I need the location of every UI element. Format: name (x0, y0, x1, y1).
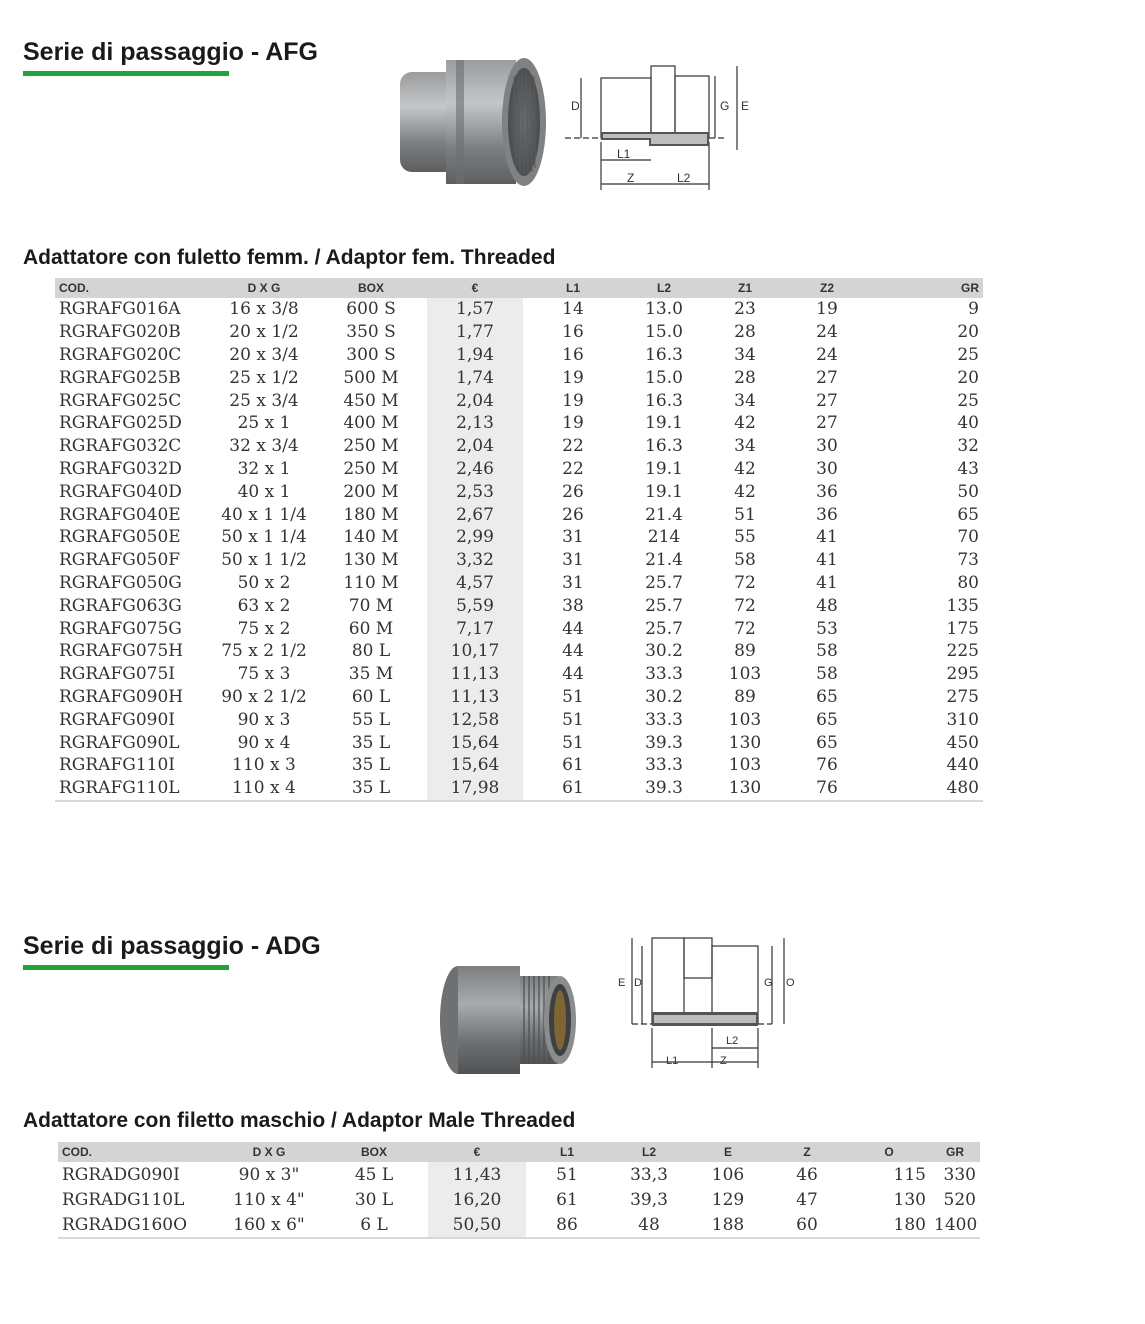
cell-box: 450 M (343, 390, 399, 411)
cell-z1: 103 (728, 709, 762, 730)
cell-l2: 33,3 (630, 1164, 668, 1185)
cell-box: 45 L (354, 1164, 394, 1185)
cell-gr: 32 (957, 436, 979, 457)
cell-l1: 22 (562, 458, 584, 479)
cell-z1: 130 (728, 732, 762, 753)
cell-z2: 65 (816, 732, 838, 753)
cell-code: RGRAFG075H (59, 641, 184, 662)
cell-l2: 16.3 (645, 390, 683, 411)
cell-dxg: 16 x 3/8 (229, 299, 299, 320)
cell-z2: 30 (816, 436, 838, 457)
adg-spec-table (58, 1142, 980, 1239)
cell-z2: 24 (816, 344, 838, 365)
cell-dxg: 40 x 1 1/4 (221, 504, 307, 525)
afg-col-gr: GR (869, 278, 983, 298)
cell-z2: 36 (816, 504, 838, 525)
cell-l2: 13.0 (645, 299, 683, 320)
cell-l1: 86 (526, 1212, 608, 1238)
cell-code: RGRAFG063G (59, 595, 182, 616)
cell-l1: 14 (562, 299, 584, 320)
adg-technical-diagram (612, 930, 802, 1068)
afg-series-title: Serie di passaggio - AFG (23, 38, 318, 66)
cell-gr: 450 (946, 732, 979, 753)
cell-z2: 19 (816, 299, 838, 320)
cell-gr: 480 (869, 777, 983, 801)
cell-dxg: 110 x 3 (232, 755, 296, 776)
cell-gr: 40 (957, 413, 979, 434)
cell-code: RGRAFG090I (59, 709, 175, 730)
afg-col-box: BOX (315, 278, 427, 298)
afg-dim-g: G (720, 99, 730, 113)
cell-gr: 70 (957, 527, 979, 548)
adg-dim-z: Z (720, 1055, 727, 1067)
afg-dim-l1: L1 (617, 147, 631, 161)
cell-l2: 30.2 (645, 686, 683, 707)
cell-l2: 19.1 (645, 413, 683, 434)
adg-table-header (58, 1142, 980, 1162)
cell-code: RGRAFG090L (59, 732, 180, 753)
cell-l1: 31 (562, 550, 584, 571)
adg-col-l2: L2 (608, 1142, 690, 1162)
cell-price: 5,59 (427, 594, 523, 617)
cell-l2: 25.7 (645, 595, 683, 616)
table-row (55, 503, 983, 526)
cell-l1: 51 (562, 732, 584, 753)
cell-l2: 15.0 (645, 322, 683, 343)
cell-price: 1,57 (427, 298, 523, 321)
cell-box: 70 M (348, 595, 394, 616)
cell-price: 10,17 (427, 640, 523, 663)
cell-z1: 55 (734, 527, 756, 548)
cell-box: 500 M (343, 367, 399, 388)
adg-dim-l1: L1 (666, 1055, 679, 1067)
cell-l2: 33.3 (645, 664, 683, 685)
table-row (55, 754, 983, 777)
cell-l2: 39.3 (645, 732, 683, 753)
cell-z1: 58 (734, 550, 756, 571)
cell-gr: 73 (957, 550, 979, 571)
cell-l1: 16 (562, 344, 584, 365)
cell-dxg: 75 x 2 (237, 618, 291, 639)
afg-dim-e: E (741, 99, 750, 113)
table-row (55, 435, 983, 458)
cell-z2: 41 (816, 527, 838, 548)
cell-code: RGRADG110L (62, 1189, 185, 1210)
table-row (55, 708, 983, 731)
afg-table-subtitle: Adattatore con fuletto femm. / Adaptor fem. Threaded (23, 246, 556, 269)
cell-box: 400 M (343, 413, 399, 434)
cell-l1: 44 (562, 664, 584, 685)
cell-box: 250 M (343, 458, 399, 479)
cell-e: 129 (711, 1189, 745, 1210)
cell-gr: 65 (957, 504, 979, 525)
cell-z1: 28 (734, 367, 756, 388)
afg-col-l1: L1 (523, 278, 623, 298)
cell-z2: 48 (816, 595, 838, 616)
cell-z1: 72 (734, 618, 756, 639)
adg-col-e: E (690, 1142, 766, 1162)
cell-l1: 31 (562, 527, 584, 548)
cell-l2: 16.3 (645, 344, 683, 365)
afg-dim-l2: L2 (677, 171, 691, 185)
adg-series-title: Serie di passaggio - ADG (23, 932, 321, 960)
table-row (55, 594, 983, 617)
cell-l2: 214 (647, 527, 681, 548)
cell-box: 80 L (351, 641, 391, 662)
cell-code: RGRAFG040E (59, 504, 181, 525)
table-row (55, 412, 983, 435)
cell-o: 180 (848, 1212, 930, 1238)
adg-col-l1: L1 (526, 1142, 608, 1162)
table-row (55, 366, 983, 389)
cell-gr: 175 (946, 618, 979, 639)
cell-dxg: 90 x 3" (238, 1164, 300, 1185)
cell-box: 140 M (343, 527, 399, 548)
afg-product-image (396, 50, 556, 192)
cell-price: 2,04 (427, 435, 523, 458)
cell-l2: 15.0 (645, 367, 683, 388)
table-row (55, 686, 983, 709)
cell-code: RGRAFG025B (59, 367, 181, 388)
cell-dxg: 160 x 6" (218, 1212, 320, 1238)
cell-dxg: 20 x 3/4 (229, 344, 299, 365)
cell-l1: 19 (562, 390, 584, 411)
cell-box: 60 M (348, 618, 394, 639)
cell-box: 60 L (351, 686, 391, 707)
cell-box: 130 M (343, 550, 399, 571)
cell-dxg: 25 x 1 (237, 413, 291, 434)
cell-code: RGRAFG025C (59, 390, 182, 411)
cell-l1: 26 (562, 504, 584, 525)
adg-dim-g: G (764, 977, 773, 989)
cell-l1: 44 (562, 641, 584, 662)
cell-box: 250 M (343, 436, 399, 457)
cell-gr: 43 (957, 458, 979, 479)
cell-dxg: 32 x 3/4 (229, 436, 299, 457)
cell-l2: 19.1 (645, 481, 683, 502)
cell-gr: 9 (968, 299, 979, 320)
cell-l2: 19.1 (645, 458, 683, 479)
cell-z1: 72 (734, 595, 756, 616)
cell-gr: 25 (957, 390, 979, 411)
cell-price: 50,50 (428, 1212, 526, 1238)
cell-gr: 440 (946, 755, 979, 776)
table-row (55, 617, 983, 640)
cell-gr: 225 (946, 641, 979, 662)
cell-code: RGRADG160O (58, 1212, 218, 1238)
cell-gr: 50 (957, 481, 979, 502)
cell-l1: 16 (562, 322, 584, 343)
table-row (55, 480, 983, 503)
afg-spec-table (55, 278, 983, 802)
cell-z2: 27 (816, 367, 838, 388)
cell-code: RGRAFG075G (59, 618, 182, 639)
cell-price: 11,13 (427, 686, 523, 709)
cell-z1: 34 (734, 436, 756, 457)
table-row (55, 549, 983, 572)
cell-e: 106 (711, 1164, 745, 1185)
table-row (55, 389, 983, 412)
cell-z1: 72 (734, 572, 756, 593)
adg-dim-d: D (634, 977, 642, 989)
afg-col-z1: Z1 (705, 278, 785, 298)
cell-dxg: 32 x 1 (237, 458, 291, 479)
adg-col-price: € (428, 1142, 526, 1162)
cell-l2: 21.4 (645, 504, 683, 525)
cell-dxg: 75 x 3 (237, 664, 291, 685)
cell-l2: 21.4 (645, 550, 683, 571)
cell-z: 47 (796, 1189, 818, 1210)
adg-product-image (438, 962, 580, 1080)
cell-l2: 39,3 (630, 1189, 668, 1210)
cell-code: RGRAFG016A (59, 299, 181, 320)
cell-code: RGRAFG040D (59, 481, 182, 502)
cell-box: 600 S (346, 299, 396, 320)
cell-z2: 65 (816, 709, 838, 730)
afg-technical-diagram (565, 60, 750, 200)
cell-box: 180 M (343, 504, 399, 525)
cell-gr: 275 (946, 686, 979, 707)
cell-price: 1,74 (427, 366, 523, 389)
adg-title-underline (23, 965, 229, 970)
cell-box: 35 L (351, 732, 391, 753)
adg-table-subtitle: Adattatore con filetto maschio / Adaptor Male Threaded (23, 1109, 576, 1132)
adg-dim-o: O (786, 977, 795, 989)
cell-l1: 44 (562, 618, 584, 639)
cell-z2: 27 (816, 413, 838, 434)
cell-z2: 76 (785, 777, 869, 801)
table-row (55, 663, 983, 686)
cell-l1: 51 (562, 686, 584, 707)
cell-z1: 89 (734, 641, 756, 662)
cell-price: 2,53 (427, 480, 523, 503)
cell-dxg: 50 x 2 (237, 572, 291, 593)
cell-dxg: 90 x 4 (237, 732, 291, 753)
cell-price: 17,98 (427, 777, 523, 801)
cell-z: 46 (796, 1164, 818, 1185)
cell-price: 2,99 (427, 526, 523, 549)
afg-col-l2: L2 (623, 278, 705, 298)
cell-price: 1,94 (427, 344, 523, 367)
cell-z1: 34 (734, 344, 756, 365)
cell-z1: 51 (734, 504, 756, 525)
cell-l1: 51 (562, 709, 584, 730)
cell-price: 16,20 (428, 1187, 526, 1212)
adg-col-cod: COD. (58, 1142, 218, 1162)
cell-o: 130 (893, 1189, 926, 1210)
cell-gr: 295 (946, 664, 979, 685)
afg-dim-z: Z (627, 171, 635, 185)
cell-code: RGRAFG032C (59, 436, 182, 457)
cell-l1: 31 (562, 572, 584, 593)
afg-col-price: € (427, 278, 523, 298)
cell-z2: 36 (816, 481, 838, 502)
cell-l2: 30.2 (645, 641, 683, 662)
cell-z2: 53 (816, 618, 838, 639)
cell-dxg: 20 x 1/2 (229, 322, 299, 343)
afg-table-header (55, 278, 983, 298)
cell-code: RGRAFG050F (59, 550, 181, 571)
cell-box: 350 S (346, 322, 396, 343)
cell-code: RGRAFG110I (59, 755, 175, 776)
adg-col-box: BOX (320, 1142, 428, 1162)
cell-dxg: 25 x 1/2 (229, 367, 299, 388)
cell-price: 15,64 (427, 754, 523, 777)
cell-box: 6 L (320, 1212, 428, 1238)
cell-code: RGRAFG050E (59, 527, 181, 548)
adg-dim-e: E (618, 977, 626, 989)
cell-l2: 48 (608, 1212, 690, 1238)
cell-z2: 41 (816, 550, 838, 571)
cell-dxg: 63 x 2 (237, 595, 291, 616)
cell-price: 2,13 (427, 412, 523, 435)
cell-code: RGRADG090I (62, 1164, 180, 1185)
cell-z2: 58 (816, 664, 838, 685)
cell-code: RGRAFG020C (59, 344, 182, 365)
cell-z2: 65 (816, 686, 838, 707)
cell-l1: 22 (562, 436, 584, 457)
afg-col-cod: COD. (55, 278, 213, 298)
cell-l2: 16.3 (645, 436, 683, 457)
cell-gr: 20 (957, 367, 979, 388)
cell-l2: 25.7 (645, 572, 683, 593)
cell-dxg: 50 x 1 1/4 (221, 527, 307, 548)
cell-o: 115 (893, 1164, 926, 1185)
cell-z2: 76 (816, 755, 838, 776)
cell-price: 7,17 (427, 617, 523, 640)
cell-z2: 30 (816, 458, 838, 479)
cell-l1: 61 (562, 755, 584, 776)
cell-box: 110 M (343, 572, 399, 593)
cell-z1: 103 (728, 664, 762, 685)
cell-price: 2,04 (427, 389, 523, 412)
cell-box: 35 L (315, 777, 427, 801)
cell-z2: 27 (816, 390, 838, 411)
afg-title-underline (23, 71, 229, 76)
cell-gr: 80 (957, 572, 979, 593)
cell-code: RGRAFG110L (55, 777, 213, 801)
afg-dim-d: D (571, 99, 580, 113)
adg-col-z: Z (766, 1142, 848, 1162)
cell-price: 12,58 (427, 708, 523, 731)
cell-price: 2,67 (427, 503, 523, 526)
cell-gr: 20 (957, 322, 979, 343)
cell-z2: 41 (816, 572, 838, 593)
cell-price: 11,13 (427, 663, 523, 686)
cell-l2: 39.3 (623, 777, 705, 801)
cell-z1: 34 (734, 390, 756, 411)
cell-z1: 130 (705, 777, 785, 801)
cell-l2: 33.3 (645, 709, 683, 730)
adg-dim-l2: L2 (726, 1035, 739, 1047)
cell-price: 11,43 (428, 1162, 526, 1187)
cell-l1: 19 (562, 413, 584, 434)
afg-col-z2: Z2 (785, 278, 869, 298)
table-row (55, 526, 983, 549)
cell-dxg: 75 x 2 1/2 (221, 641, 307, 662)
cell-code: RGRAFG025D (59, 413, 182, 434)
table-row (55, 731, 983, 754)
adg-col-gr: GR (930, 1142, 980, 1162)
cell-box: 35 M (348, 664, 394, 685)
cell-z1: 28 (734, 322, 756, 343)
cell-z1: 42 (734, 458, 756, 479)
table-row (55, 640, 983, 663)
cell-box: 35 L (351, 755, 391, 776)
cell-code: RGRAFG050G (59, 572, 182, 593)
cell-gr: 310 (946, 709, 979, 730)
cell-gr: 135 (946, 595, 979, 616)
table-row (55, 458, 983, 481)
cell-dxg: 90 x 2 1/2 (221, 686, 307, 707)
cell-code: RGRAFG032D (59, 458, 182, 479)
table-row (55, 777, 983, 801)
table-row (58, 1212, 980, 1238)
afg-col-dxg: D X G (213, 278, 315, 298)
cell-l2: 25.7 (645, 618, 683, 639)
adg-col-dxg: D X G (218, 1142, 320, 1162)
cell-gr: 520 (943, 1189, 976, 1210)
cell-l1: 26 (562, 481, 584, 502)
cell-l1: 51 (556, 1164, 578, 1185)
table-row (55, 572, 983, 595)
cell-z1: 42 (734, 413, 756, 434)
cell-gr: 330 (943, 1164, 976, 1185)
cell-e: 188 (690, 1212, 766, 1238)
cell-z1: 89 (734, 686, 756, 707)
cell-z1: 103 (728, 755, 762, 776)
cell-code: RGRAFG075I (59, 664, 175, 685)
cell-z2: 58 (816, 641, 838, 662)
cell-dxg: 110 x 4 (213, 777, 315, 801)
cell-l1: 19 (562, 367, 584, 388)
cell-price: 1,77 (427, 321, 523, 344)
cell-box: 30 L (354, 1189, 394, 1210)
table-row (58, 1187, 980, 1212)
cell-dxg: 110 x 4" (233, 1189, 305, 1210)
cell-l1: 38 (562, 595, 584, 616)
cell-code: RGRAFG020B (59, 322, 181, 343)
adg-col-o: O (848, 1142, 930, 1162)
cell-code: RGRAFG090H (59, 686, 184, 707)
cell-box: 200 M (343, 481, 399, 502)
table-row (55, 321, 983, 344)
table-row (55, 344, 983, 367)
table-row (58, 1162, 980, 1187)
cell-z: 60 (766, 1212, 848, 1238)
cell-price: 4,57 (427, 572, 523, 595)
cell-z1: 23 (734, 299, 756, 320)
cell-l2: 33.3 (645, 755, 683, 776)
table-row (55, 298, 983, 321)
cell-price: 3,32 (427, 549, 523, 572)
cell-z1: 42 (734, 481, 756, 502)
cell-l1: 61 (523, 777, 623, 801)
cell-dxg: 50 x 1 1/2 (221, 550, 307, 571)
cell-l1: 61 (556, 1189, 578, 1210)
cell-dxg: 40 x 1 (237, 481, 291, 502)
cell-price: 2,46 (427, 458, 523, 481)
cell-z2: 24 (816, 322, 838, 343)
cell-dxg: 90 x 3 (237, 709, 291, 730)
cell-box: 55 L (351, 709, 391, 730)
cell-price: 15,64 (427, 731, 523, 754)
cell-gr: 1400 (930, 1212, 980, 1238)
cell-box: 300 S (346, 344, 396, 365)
cell-gr: 25 (957, 344, 979, 365)
cell-dxg: 25 x 3/4 (229, 390, 299, 411)
